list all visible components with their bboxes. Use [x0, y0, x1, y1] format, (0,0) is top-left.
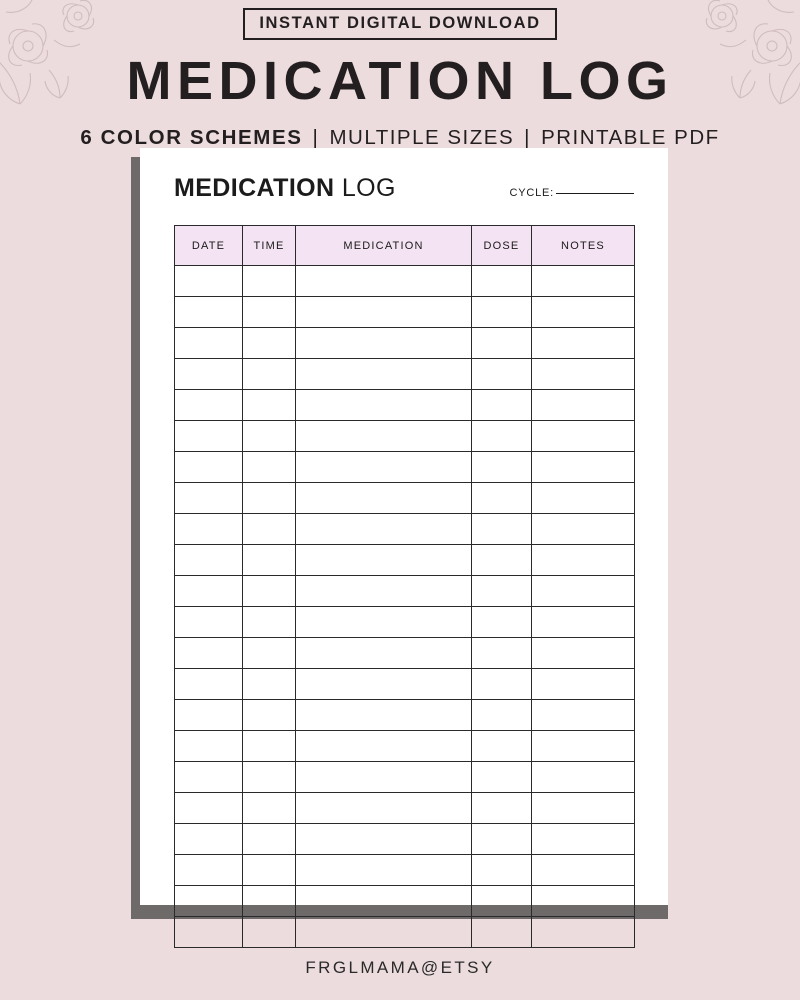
- cell-notes[interactable]: [532, 700, 635, 731]
- cell-medication[interactable]: [296, 855, 472, 886]
- cell-date[interactable]: [175, 700, 243, 731]
- table-row: [175, 576, 635, 607]
- column-header-dose: DOSE: [472, 226, 532, 266]
- cell-dose[interactable]: [472, 266, 532, 297]
- cell-date[interactable]: [175, 855, 243, 886]
- feature-format: PRINTABLE PDF: [541, 125, 720, 149]
- cell-date[interactable]: [175, 669, 243, 700]
- table-row: [175, 514, 635, 545]
- cell-time[interactable]: [243, 886, 296, 917]
- cell-notes[interactable]: [532, 266, 635, 297]
- table-row: [175, 638, 635, 669]
- cell-date[interactable]: [175, 421, 243, 452]
- cell-notes[interactable]: [532, 421, 635, 452]
- cell-notes[interactable]: [532, 359, 635, 390]
- cell-date[interactable]: [175, 514, 243, 545]
- table-row: [175, 297, 635, 328]
- cell-medication[interactable]: [296, 917, 472, 948]
- cell-date[interactable]: [175, 762, 243, 793]
- cycle-label: CYCLE:: [509, 187, 554, 199]
- cell-date[interactable]: [175, 545, 243, 576]
- cell-medication[interactable]: [296, 514, 472, 545]
- table-row: [175, 359, 635, 390]
- cell-dose[interactable]: [472, 452, 532, 483]
- cell-dose[interactable]: [472, 731, 532, 762]
- cell-dose[interactable]: [472, 762, 532, 793]
- medication-log-page: [140, 148, 668, 905]
- feature-separator-1: |: [312, 125, 320, 149]
- cell-date[interactable]: [175, 297, 243, 328]
- cell-dose[interactable]: [472, 886, 532, 917]
- feature-sizes: MULTIPLE SIZES: [329, 125, 515, 149]
- cell-dose[interactable]: [472, 669, 532, 700]
- sheet-title: [174, 176, 396, 201]
- cell-dose[interactable]: [472, 545, 532, 576]
- cell-dose[interactable]: [472, 638, 532, 669]
- cell-notes[interactable]: [532, 328, 635, 359]
- feature-line: [0, 126, 800, 150]
- cell-time[interactable]: [243, 328, 296, 359]
- cell-medication[interactable]: [296, 638, 472, 669]
- instant-download-badge: INSTANT DIGITAL DOWNLOAD: [243, 8, 556, 40]
- cell-notes[interactable]: [532, 793, 635, 824]
- table-header-row: [175, 226, 635, 266]
- cell-date[interactable]: [175, 328, 243, 359]
- table-row: [175, 731, 635, 762]
- cell-medication[interactable]: [296, 545, 472, 576]
- cell-medication[interactable]: [296, 297, 472, 328]
- table-body: [175, 266, 635, 948]
- cell-time[interactable]: [243, 421, 296, 452]
- table-row: [175, 669, 635, 700]
- cell-dose[interactable]: [472, 421, 532, 452]
- cell-notes[interactable]: [532, 297, 635, 328]
- cell-notes[interactable]: [532, 576, 635, 607]
- cell-time[interactable]: [243, 545, 296, 576]
- cell-time[interactable]: [243, 917, 296, 948]
- table-row: [175, 266, 635, 297]
- sheet-title-thin: LOG: [341, 174, 396, 202]
- table-row: [175, 452, 635, 483]
- cell-date[interactable]: [175, 607, 243, 638]
- table-row: [175, 886, 635, 917]
- cell-time[interactable]: [243, 576, 296, 607]
- column-header-notes: NOTES: [532, 226, 635, 266]
- table-row: [175, 793, 635, 824]
- cell-time[interactable]: [243, 483, 296, 514]
- cell-medication[interactable]: [296, 886, 472, 917]
- shop-credit: FRGLMAMA@ETSY: [305, 958, 495, 977]
- cycle-field: [509, 187, 634, 201]
- cell-dose[interactable]: [472, 483, 532, 514]
- feature-separator-2: |: [524, 125, 532, 149]
- cell-medication[interactable]: [296, 669, 472, 700]
- cell-time[interactable]: [243, 607, 296, 638]
- cell-date[interactable]: [175, 359, 243, 390]
- cell-time[interactable]: [243, 793, 296, 824]
- cell-medication[interactable]: [296, 452, 472, 483]
- cell-medication[interactable]: [296, 607, 472, 638]
- cell-notes[interactable]: [532, 824, 635, 855]
- cell-time[interactable]: [243, 669, 296, 700]
- cell-notes[interactable]: [532, 917, 635, 948]
- table-row: [175, 421, 635, 452]
- cell-time[interactable]: [243, 762, 296, 793]
- cell-date[interactable]: [175, 266, 243, 297]
- cell-date[interactable]: [175, 793, 243, 824]
- cell-dose[interactable]: [472, 576, 532, 607]
- cell-medication[interactable]: [296, 483, 472, 514]
- cell-time[interactable]: [243, 359, 296, 390]
- table-row: [175, 824, 635, 855]
- cell-date[interactable]: [175, 824, 243, 855]
- listing-header: [0, 0, 800, 150]
- column-header-time: TIME: [243, 226, 296, 266]
- cell-date[interactable]: [175, 886, 243, 917]
- table-row: [175, 700, 635, 731]
- cell-dose[interactable]: [472, 297, 532, 328]
- table-row: [175, 855, 635, 886]
- cell-date[interactable]: [175, 917, 243, 948]
- cell-dose[interactable]: [472, 328, 532, 359]
- cell-dose[interactable]: [472, 607, 532, 638]
- feature-color-schemes: 6 COLOR SCHEMES: [80, 125, 303, 149]
- cell-notes[interactable]: [532, 762, 635, 793]
- cell-dose[interactable]: [472, 390, 532, 421]
- cell-time[interactable]: [243, 297, 296, 328]
- table-row: [175, 328, 635, 359]
- cell-notes[interactable]: [532, 855, 635, 886]
- medication-log-table: [174, 225, 635, 948]
- cell-dose[interactable]: [472, 514, 532, 545]
- cell-notes[interactable]: [532, 452, 635, 483]
- table-row: [175, 762, 635, 793]
- cell-dose[interactable]: [472, 855, 532, 886]
- table-row: [175, 483, 635, 514]
- cell-time[interactable]: [243, 855, 296, 886]
- cell-dose[interactable]: [472, 917, 532, 948]
- cell-medication[interactable]: [296, 390, 472, 421]
- cell-time[interactable]: [243, 390, 296, 421]
- cell-dose[interactable]: [472, 793, 532, 824]
- page-title: MEDICATION LOG: [126, 50, 674, 111]
- cell-notes[interactable]: [532, 669, 635, 700]
- cell-dose[interactable]: [472, 700, 532, 731]
- cell-medication[interactable]: [296, 793, 472, 824]
- cell-medication[interactable]: [296, 576, 472, 607]
- cell-medication[interactable]: [296, 266, 472, 297]
- cell-medication[interactable]: [296, 328, 472, 359]
- cell-date[interactable]: [175, 576, 243, 607]
- cell-date[interactable]: [175, 452, 243, 483]
- cell-date[interactable]: [175, 638, 243, 669]
- cell-notes[interactable]: [532, 731, 635, 762]
- cell-notes[interactable]: [532, 483, 635, 514]
- cell-medication[interactable]: [296, 421, 472, 452]
- cell-notes[interactable]: [532, 390, 635, 421]
- cell-time[interactable]: [243, 731, 296, 762]
- cell-date[interactable]: [175, 731, 243, 762]
- sheet-title-bold: MEDICATION: [174, 174, 335, 202]
- cell-medication[interactable]: [296, 762, 472, 793]
- cell-date[interactable]: [175, 390, 243, 421]
- cell-date[interactable]: [175, 483, 243, 514]
- cell-notes[interactable]: [532, 607, 635, 638]
- cell-time[interactable]: [243, 452, 296, 483]
- cell-dose[interactable]: [472, 359, 532, 390]
- table-row: [175, 390, 635, 421]
- cell-time[interactable]: [243, 700, 296, 731]
- cell-time[interactable]: [243, 514, 296, 545]
- cell-notes[interactable]: [532, 545, 635, 576]
- cell-notes[interactable]: [532, 886, 635, 917]
- sheet-header: [174, 176, 634, 201]
- cell-medication[interactable]: [296, 824, 472, 855]
- cell-time[interactable]: [243, 266, 296, 297]
- column-header-medication: MEDICATION: [296, 226, 472, 266]
- column-header-date: DATE: [175, 226, 243, 266]
- cell-dose[interactable]: [472, 824, 532, 855]
- table-row: [175, 545, 635, 576]
- cell-time[interactable]: [243, 638, 296, 669]
- cell-medication[interactable]: [296, 731, 472, 762]
- cell-medication[interactable]: [296, 700, 472, 731]
- table-row: [175, 917, 635, 948]
- cell-notes[interactable]: [532, 514, 635, 545]
- cycle-write-line: [556, 193, 634, 194]
- cell-time[interactable]: [243, 824, 296, 855]
- cell-notes[interactable]: [532, 638, 635, 669]
- cell-medication[interactable]: [296, 359, 472, 390]
- table-row: [175, 607, 635, 638]
